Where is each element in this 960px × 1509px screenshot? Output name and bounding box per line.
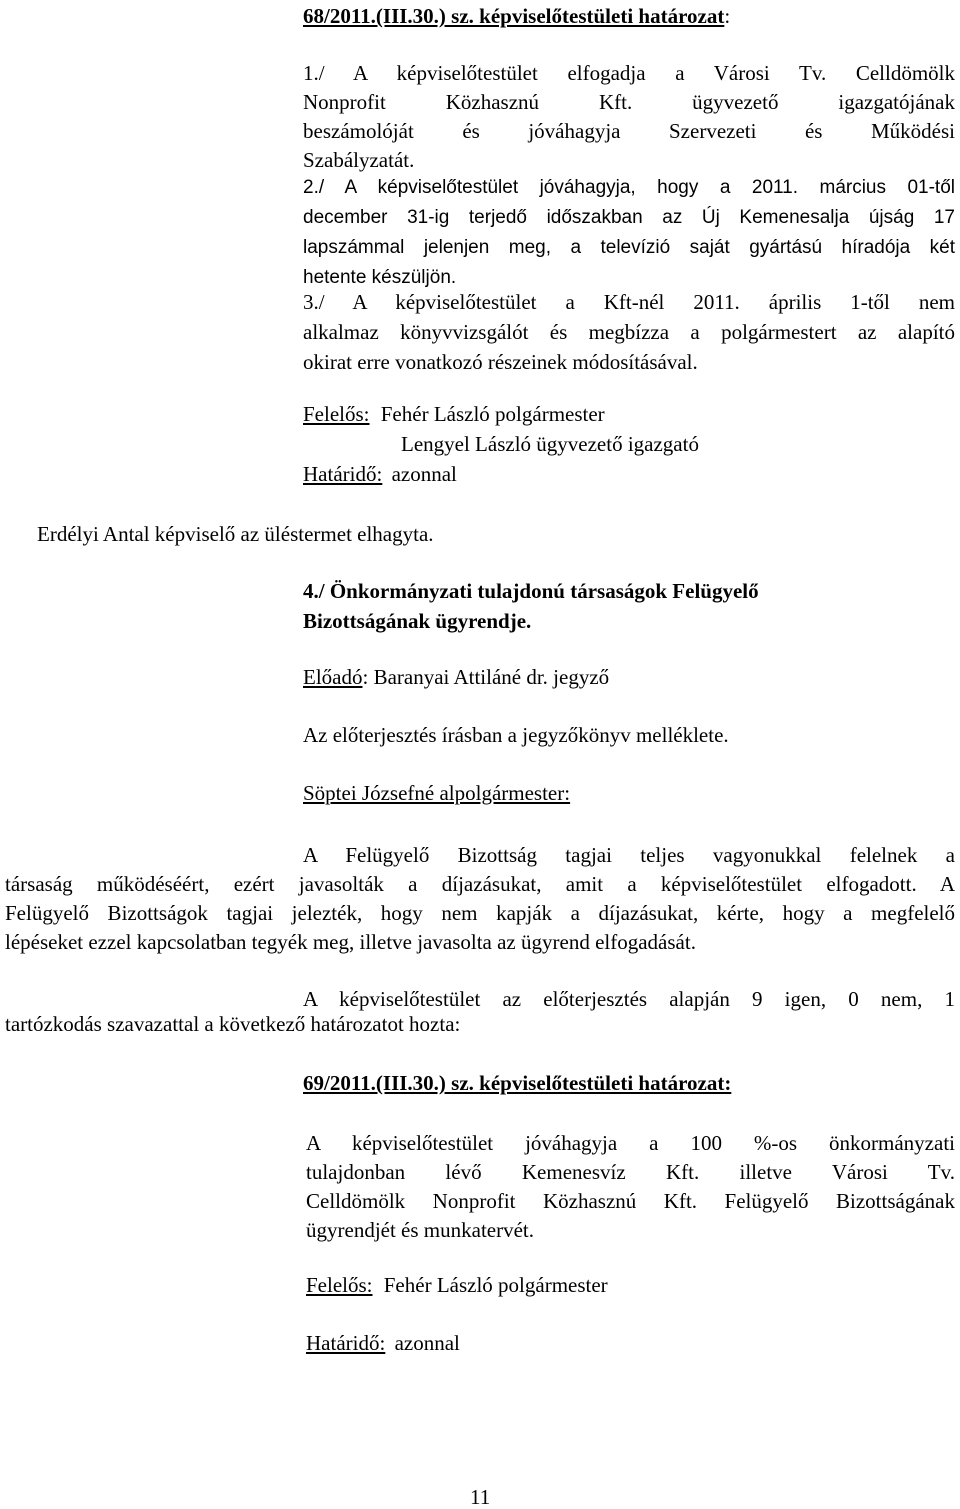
r69-felelos-label: Felelős: <box>306 1273 373 1297</box>
hatarido-value: azonnal <box>391 462 457 486</box>
page-number: 11 <box>470 1485 491 1509</box>
p2-line-2: december 31-ig terjedő időszakban az Új Kemenesalja újság 17 <box>303 207 955 228</box>
resolution-69-title: 69/2011.(III.30.) sz. képviselőtestületi határozat: <box>303 1071 732 1095</box>
resolution-68-hatarido <box>303 464 457 485</box>
p2-last-line: hetente készüljön. <box>303 267 457 288</box>
r69-hatarido-label: Határidő: <box>306 1331 386 1355</box>
body-para-1-cont <box>5 870 955 957</box>
felelos-label: Felelős: <box>303 402 370 426</box>
resolution-68-title-colon: : <box>724 4 731 28</box>
p2-line-3: lapszámmal jelenjen meg, a televízió saját gyártású híradója két <box>303 237 955 258</box>
r69-last-line: ügyrendjét és munkatervét. <box>306 1218 535 1242</box>
resolution-69-text <box>306 1129 955 1245</box>
p3-line-1: 3./ A képviselőtestület a Kft-nél 2011. április 1-től nem <box>303 290 955 314</box>
para1-line-3: Felügyelő Bizottságok tagjai jelezték, hogy nem kapják a díjazásukat, kérte, hogy a megfelelő <box>5 901 955 925</box>
r69-felelos-value: Fehér László polgármester <box>383 1273 608 1297</box>
melleklet-line: Az előterjesztés írásban a jegyzőkönyv melléklete. <box>303 723 729 747</box>
p1-last-line: Szabályzatát. <box>303 148 415 172</box>
resolution-68-title <box>303 6 730 27</box>
para1-line-1: A Felügyelő Bizottság tagjai teljes vagyonukkal felelnek a <box>303 843 955 867</box>
resolution-68-p2 <box>303 173 955 293</box>
resolution-69-felelos <box>306 1275 608 1296</box>
eloado-label: Előadó <box>303 665 363 689</box>
r69-line-3: Celldömölk Nonprofit Közhasznú Kft. Felügyelő Bizottságának <box>306 1189 955 1213</box>
para1-last-line: lépéseket ezzel kapcsolatban tegyék meg, illetve javasolta az ügyrend elfogadását. <box>5 930 696 954</box>
felelos-person-2: Lengyel László ügyvezető igazgató <box>401 432 699 456</box>
para1-line-2: társaság működéséért, ezért javasolták a díjazásukat, amit a képviselőtestület elfogadott. A <box>5 872 955 896</box>
speaker-name: Söptei Józsefné alpolgármester: <box>303 781 571 805</box>
eloado-value: : Baranyai Attiláné dr. jegyző <box>362 665 610 689</box>
r69-hatarido-value: azonnal <box>394 1331 460 1355</box>
hatarido-label: Határidő: <box>303 462 383 486</box>
resolution-68-title-text: 68/2011.(III.30.) sz. képviselőtestületi határozat <box>303 4 725 28</box>
left-note: Erdélyi Antal képviselő az üléstermet elhagyta. <box>37 522 434 546</box>
body-para-2 <box>303 984 955 1014</box>
r69-line-2: tulajdonban lévő Kemenesvíz Kft. illetve Városi Tv. <box>306 1160 955 1184</box>
p2-line-1: 2./ A képviselőtestület jóváhagyja, hogy a 2011. március 01-től <box>303 177 955 198</box>
resolution-69-hatarido <box>306 1333 460 1354</box>
p3-line-2: alkalmaz könyvvizsgálót és megbízza a polgármestert az alapító <box>303 320 955 344</box>
r69-line-1: A képviselőtestület jóváhagyja a 100 %-os önkormányzati <box>306 1131 955 1155</box>
p1-line-3: beszámolóját és jóváhagyja Szervezeti és Működési <box>303 119 955 143</box>
p1-line-2: Nonprofit Közhasznú Kft. ügyvezető igazgatójának <box>303 90 955 114</box>
section4-heading-2: Bizottságának ügyrendje. <box>303 609 532 633</box>
section4-heading-1: 4./ Önkormányzati tulajdonú társaságok Felügyelő <box>303 579 759 603</box>
body-para-1 <box>303 840 955 870</box>
resolution-68-felelos <box>303 404 605 425</box>
felelos-person-1: Fehér László polgármester <box>380 402 605 426</box>
p1-line-1: 1./ A képviselőtestület elfogadja a Városi Tv. Celldömölk <box>303 61 955 85</box>
p3-last-line: okirat erre vonatkozó részeinek módosításával. <box>303 350 698 374</box>
resolution-68-p1 <box>303 59 955 175</box>
para2-last-line: tartózkodás szavazattal a következő határozatot hozta: <box>5 1012 461 1036</box>
para2-line-1: A képviselőtestület az előterjesztés alapján 9 igen, 0 nem, 1 <box>303 987 955 1011</box>
resolution-68-p3 <box>303 287 955 377</box>
eloado-line <box>303 667 609 688</box>
